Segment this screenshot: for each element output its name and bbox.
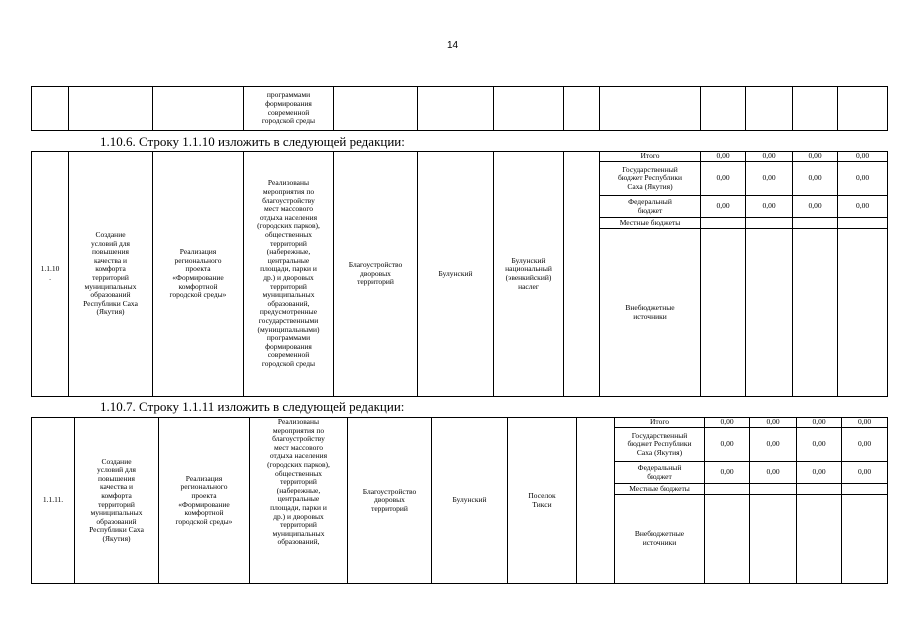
value-cell [838, 218, 888, 229]
value-cell [701, 229, 746, 397]
value-cell: 0,00 [842, 418, 888, 428]
top-cell-empty [334, 87, 418, 131]
value-cell [793, 218, 838, 229]
value-cell [797, 495, 842, 584]
source-extrabudgetary: Внебюджетные источники [615, 495, 705, 584]
top-cell-empty [746, 87, 793, 131]
empty-cell [564, 152, 600, 397]
value-cell: 0,00 [842, 428, 888, 462]
top-cell-empty [701, 87, 746, 131]
value-cell: 0,00 [750, 418, 797, 428]
settlement-cell: Булунский национальный (эвенкийский) наслег [494, 152, 564, 397]
value-cell [838, 229, 888, 397]
value-cell [793, 229, 838, 397]
top-table [31, 86, 888, 131]
value-cell [705, 484, 750, 495]
section-heading-1: 1.10.6. Строку 1.1.10 изложить в следующей редакции: [100, 134, 405, 149]
value-cell [842, 495, 888, 584]
top-cell-empty [494, 87, 564, 131]
goal-cell: Создание условий для повышения качества и комфорта территорий муниципальных образований Республики Саха (Якутия) [75, 418, 159, 584]
value-cell: 0,00 [797, 428, 842, 462]
top-cell-empty [600, 87, 701, 131]
top-cell-empty [793, 87, 838, 131]
value-cell: 0,00 [701, 162, 746, 196]
row-number: 1.1.10 . [32, 152, 69, 397]
direction-cell: Благоустройство дворовых территорий [334, 152, 418, 397]
source-total: Итого [615, 418, 705, 428]
settlement-cell: Поселок Тикси [508, 418, 577, 584]
source-total: Итого [600, 152, 701, 162]
result-cell: Реализованы мероприятия по благоустройству мест массового отдыха населения (городских парков), общественных территорий (набережные, центральные площади, парки и др.) и дворовых территорий муниципальных образований, предусмотренные государственными (муниципальными) программами формирования современной городской среды [244, 152, 334, 397]
value-cell [746, 229, 793, 397]
value-cell: 0,00 [750, 428, 797, 462]
page-number: 14 [446, 40, 459, 51]
district-cell: Булунский [432, 418, 508, 584]
value-cell: 0,00 [705, 428, 750, 462]
value-cell [842, 484, 888, 495]
value-cell: 0,00 [746, 196, 793, 218]
value-cell: 0,00 [701, 152, 746, 162]
value-cell: 0,00 [793, 162, 838, 196]
value-cell: 0,00 [838, 152, 888, 162]
top-cell-empty [418, 87, 494, 131]
top-cell-empty [32, 87, 69, 131]
value-cell: 0,00 [793, 196, 838, 218]
value-cell: 0,00 [746, 152, 793, 162]
top-cell-empty [564, 87, 600, 131]
value-cell: 0,00 [838, 162, 888, 196]
value-cell: 0,00 [705, 462, 750, 484]
table-row-1-1-10 [31, 151, 888, 397]
top-cell-empty [838, 87, 888, 131]
top-cell-result: программами формирования современной городской среды [244, 87, 334, 131]
value-cell: 0,00 [746, 162, 793, 196]
value-cell: 0,00 [842, 462, 888, 484]
value-cell: 0,00 [793, 152, 838, 162]
value-cell: 0,00 [705, 418, 750, 428]
district-cell: Булунский [418, 152, 494, 397]
source-local-budgets: Местные бюджеты [600, 218, 701, 229]
direction-cell: Благоустройство дворовых территорий [348, 418, 432, 584]
value-cell: 0,00 [750, 462, 797, 484]
value-cell: 0,00 [838, 196, 888, 218]
goal-cell: Создание условий для повышения качества и комфорта территорий муниципальных образований Республики Саха (Якутия) [69, 152, 153, 397]
top-cell-empty [153, 87, 244, 131]
value-cell: 0,00 [797, 418, 842, 428]
source-extrabudgetary: Внебюджетные источники [600, 229, 701, 397]
table-row-1-1-11 [31, 417, 888, 584]
value-cell [746, 218, 793, 229]
source-state-budget: Государственный бюджет Республики Саха (Якутия) [600, 162, 701, 196]
value-cell: 0,00 [797, 462, 842, 484]
value-cell [705, 495, 750, 584]
source-state-budget: Государственный бюджет Республики Саха (Якутия) [615, 428, 705, 462]
row-number: 1.1.11. [32, 418, 75, 584]
empty-cell [577, 418, 615, 584]
value-cell [797, 484, 842, 495]
value-cell [701, 218, 746, 229]
value-cell [750, 495, 797, 584]
result-cell: Реализованы мероприятия по благоустройству мест массового отдыха населения (городских парков), общественных территорий (набережные, центральные площади, парки и др.) и дворовых территорий муниципальных образований, [250, 418, 348, 584]
source-federal-budget: Федеральный бюджет [600, 196, 701, 218]
project-cell: Реализация регионального проекта «Формирование комфортной городской среды» [153, 152, 244, 397]
value-cell: 0,00 [701, 196, 746, 218]
project-cell: Реализация регионального проекта «Формирование комфортной городской среды» [159, 418, 250, 584]
source-federal-budget: Федеральный бюджет [615, 462, 705, 484]
value-cell [750, 484, 797, 495]
section-heading-2: 1.10.7. Строку 1.1.11 изложить в следующей редакции: [100, 399, 405, 414]
source-local-budgets: Местные бюджеты [615, 484, 705, 495]
top-cell-empty [69, 87, 153, 131]
